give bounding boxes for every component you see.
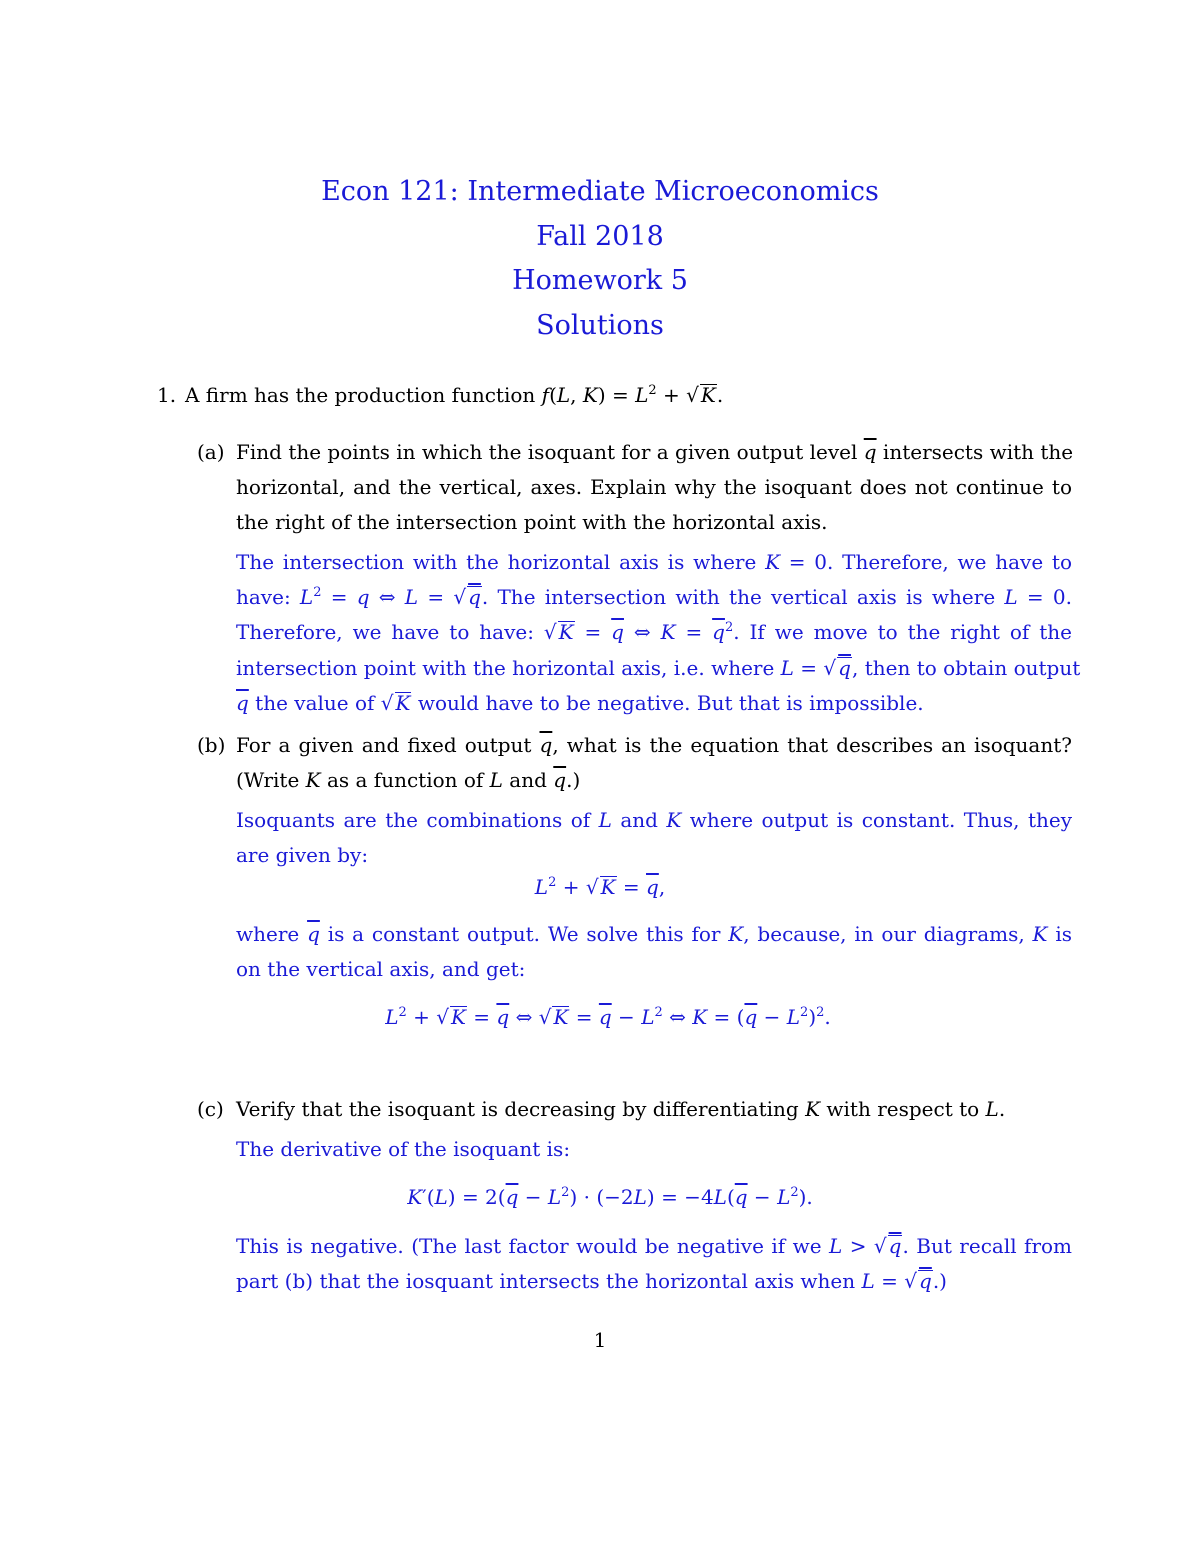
part-c-label: (c) bbox=[197, 1097, 224, 1121]
production-function: f(L, $K) = L^2$ + √ K. bbox=[541, 383, 724, 407]
page-number: 1 bbox=[593, 1328, 607, 1352]
part-c-question: Verify that the isoquant is decreasing by differentiating K with respect to L. bbox=[236, 1097, 1006, 1121]
assignment-title: Homework 5 bbox=[512, 265, 688, 296]
course-title: Econ 121: Intermediate Microeconomics bbox=[321, 176, 879, 207]
document-kind: Solutions bbox=[536, 309, 664, 341]
problem-number: 1. bbox=[157, 383, 177, 407]
derivative-equation: $K'(L) = 2(\overline{q} - L^2) \cdot (-2L) = -4L(\overline{q} - L^2)$. bbox=[407, 1185, 813, 1209]
problem-intro: A firm has the production function bbox=[185, 383, 536, 407]
isoquant-equation: $L^2$ + √ $K = \overline{q}$, bbox=[534, 875, 666, 899]
document-header bbox=[0, 170, 1200, 348]
part-b-label: (b) bbox=[197, 733, 226, 757]
part-a-label: (a) bbox=[197, 440, 225, 464]
isoquant-solved-equation: $L^2$ + √ $K = \overline{q}$ ⇔ √ $K = \overline{q} - L^2$ ⇔ $K = (\overline{q} - L^2)^2$. bbox=[385, 1005, 831, 1029]
problem-statement bbox=[185, 383, 723, 407]
term: Fall 2018 bbox=[536, 220, 664, 252]
part-c-answer-intro: The derivative of the isoquant is: bbox=[236, 1137, 571, 1161]
